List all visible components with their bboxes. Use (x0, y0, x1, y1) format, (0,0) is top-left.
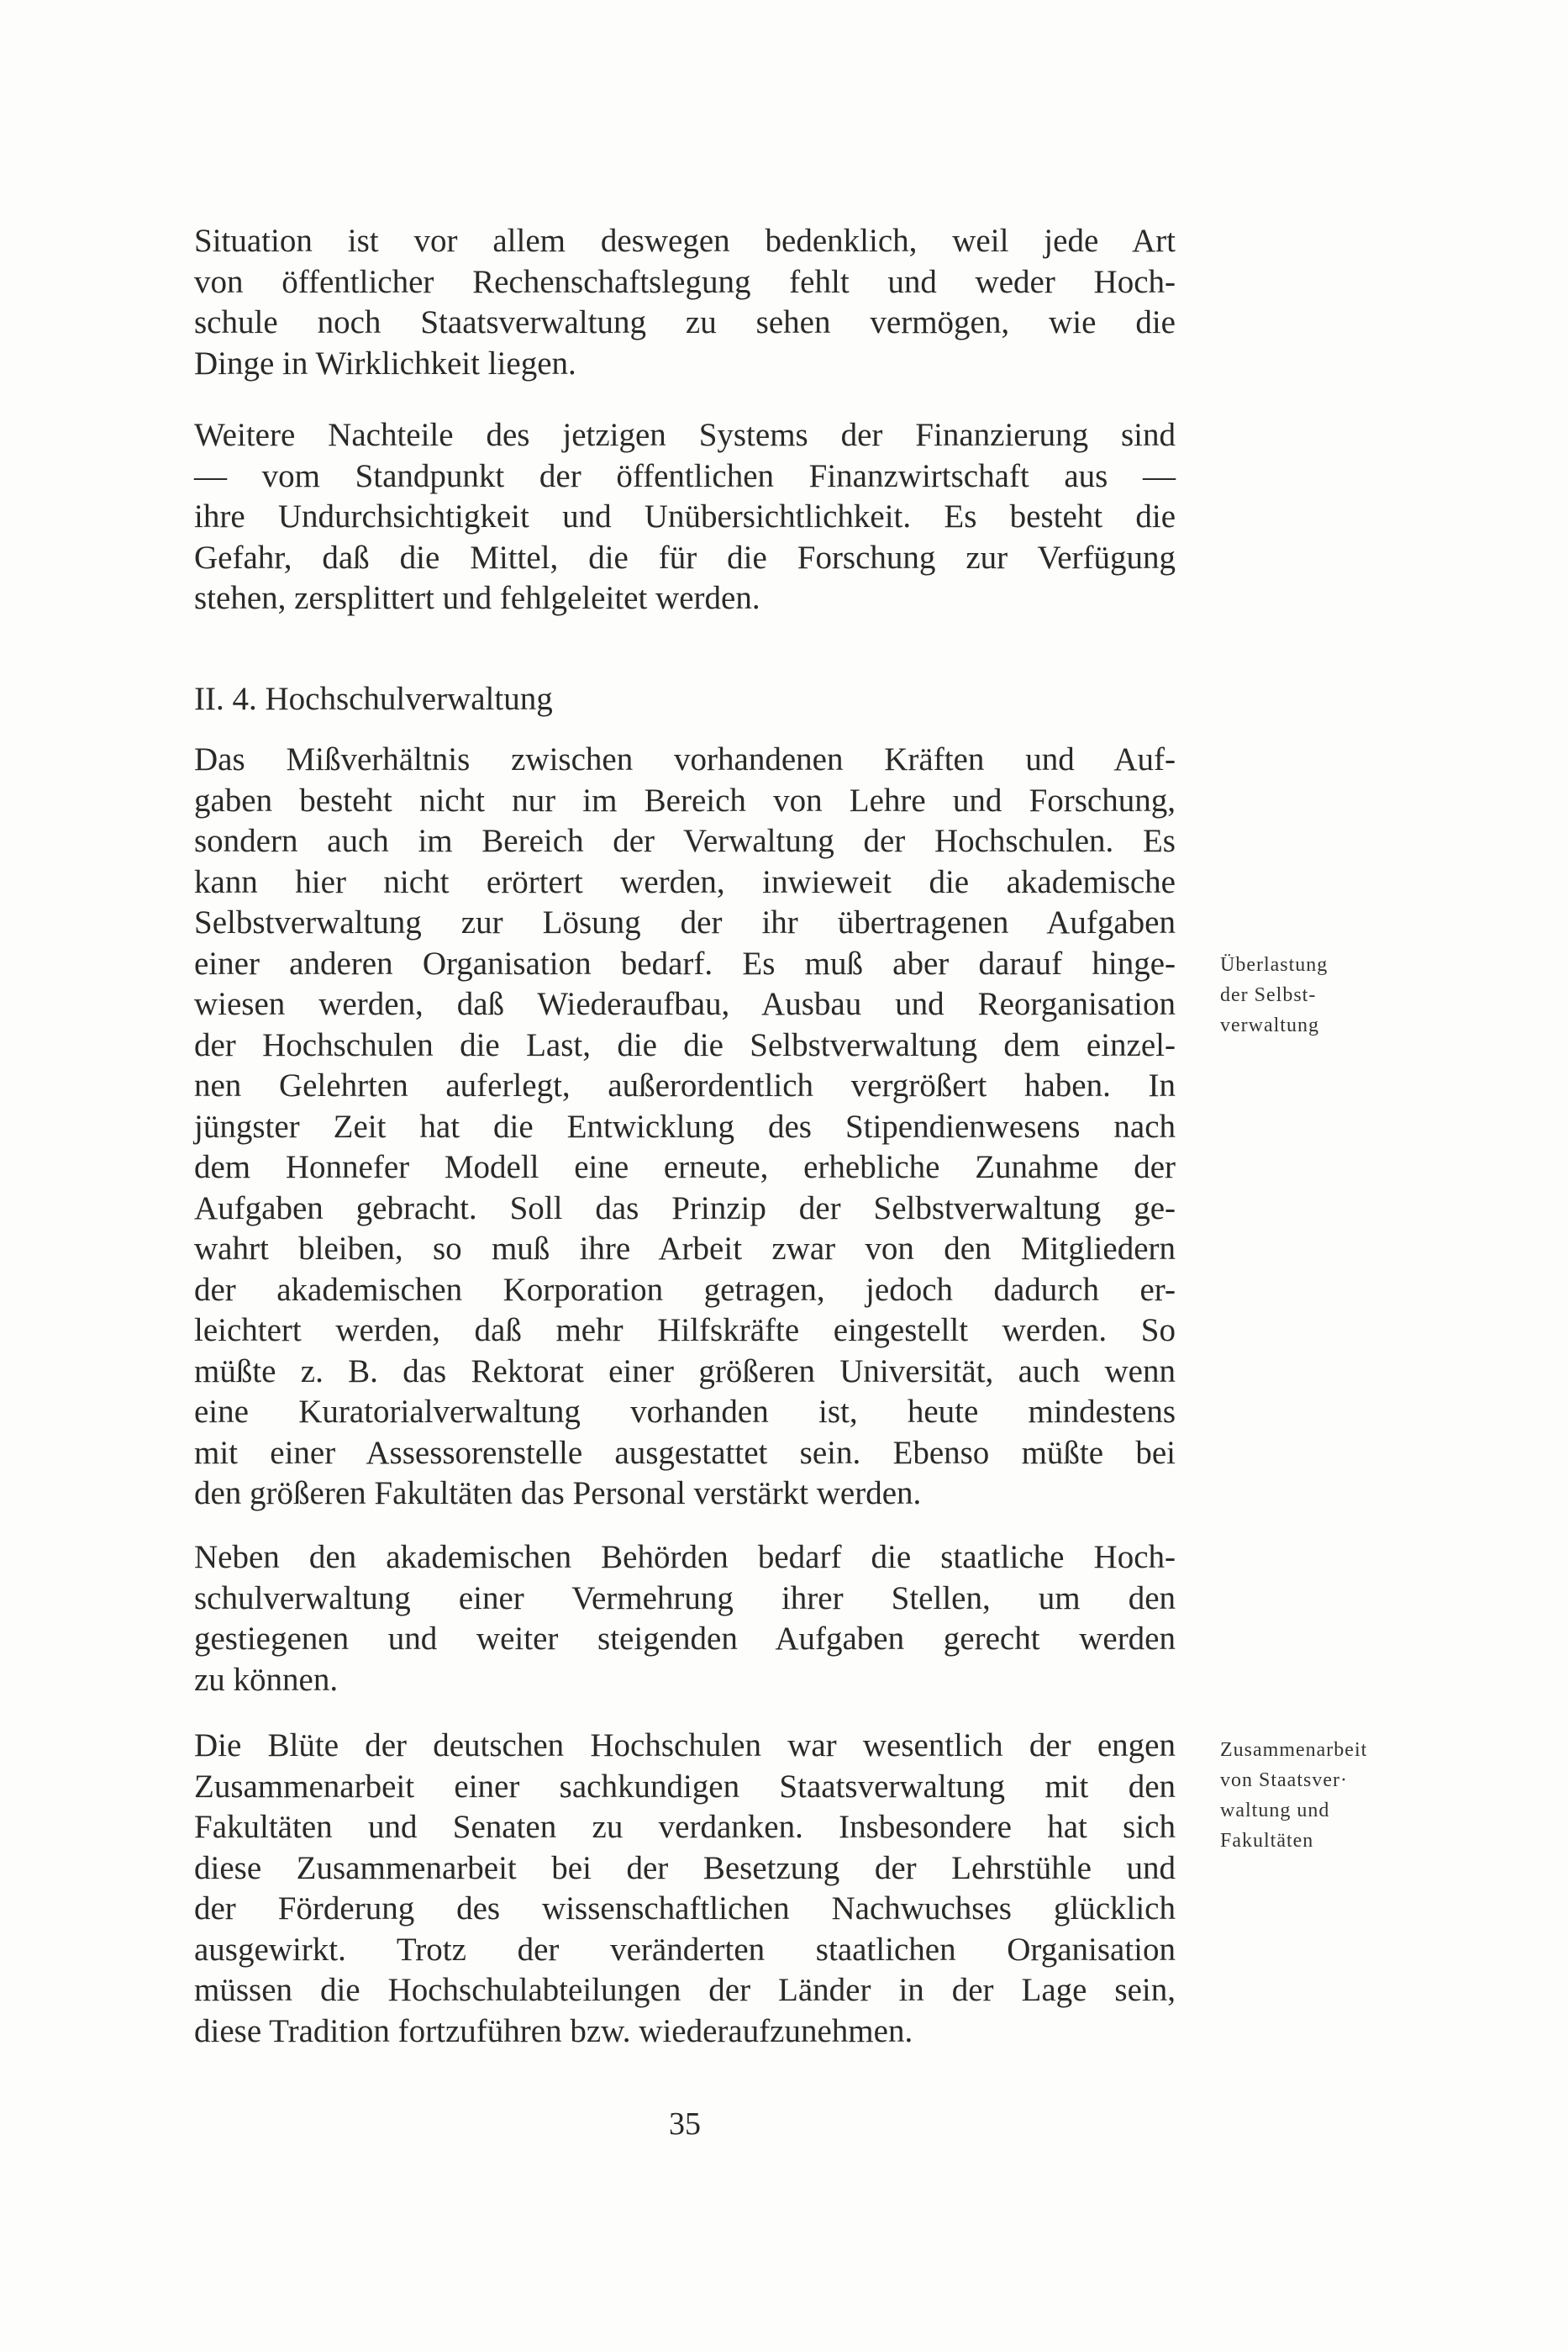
text-line: Situation ist vor allem deswegen bedenklich, weil jede Art (194, 223, 1176, 259)
paragraph-4 (194, 1537, 1176, 1700)
text-line: müssen die Hochschulabteilungen der Länder in der Lage sein, (194, 1972, 1176, 2008)
paragraph-1 (194, 221, 1176, 384)
text-line: den größeren Fakultäten das Personal verstärkt werden. (194, 1475, 922, 1511)
text-line: dem Honnefer Modell eine erneute, erhebliche Zunahme der (194, 1149, 1176, 1185)
text-line: gaben besteht nicht nur im Bereich von Lehre und Forschung, (194, 782, 1176, 819)
text-line: Gefahr, daß die Mittel, die für die Forschung zur Verfügung (194, 539, 1176, 576)
text-line: Neben den akademischen Behörden bedarf die staatliche Hoch- (194, 1539, 1176, 1575)
text-line: schule noch Staatsverwaltung zu sehen vermögen, wie die (194, 304, 1176, 340)
margin-note-line: Fakultäten (1220, 1830, 1314, 1852)
text-line: wiesen werden, daß Wiederaufbau, Ausbau und Reorganisation (194, 986, 1176, 1022)
margin-note-line: der Selbst- (1220, 984, 1317, 1006)
text-line: ihre Undurchsichtigkeit und Unübersichtlichkeit. Es besteht die (194, 498, 1176, 535)
text-line: wahrt bleiben, so muß ihre Arbeit zwar von den Mitgliedern (194, 1231, 1176, 1267)
text-line: eine Kuratorialverwaltung vorhanden ist, heute mindestens (194, 1394, 1176, 1430)
text-line: leichtert werden, daß mehr Hilfskräfte eingestellt werden. So (194, 1312, 1176, 1348)
margin-note-line: Überlastung (1220, 954, 1329, 976)
page-number: 35 (669, 2106, 701, 2142)
text-line: müßte z. B. das Rektorat einer größeren Universität, auch wenn (194, 1352, 1176, 1389)
margin-note-ueberlastung (1220, 950, 1328, 1041)
text-line: einer anderen Organisation bedarf. Es muß aber darauf hinge- (194, 945, 1176, 982)
text-line: der Förderung des wissenschaftlichen Nachwuchses glücklich (194, 1890, 1176, 1927)
text-line: sondern auch im Bereich der Verwaltung der Hochschulen. Es (194, 823, 1176, 859)
text-line: Die Blüte der deutschen Hochschulen war wesentlich der engen (194, 1727, 1176, 1763)
text-line: Das Mißverhältnis zwischen vorhandenen Kräften und Auf- (194, 741, 1176, 778)
text-line: Dinge in Wirklichkeit liegen. (194, 345, 576, 382)
text-line: mit einer Assessorenstelle ausgestattet sein. Ebenso müßte bei (194, 1434, 1176, 1471)
text-line: stehen, zersplittert und fehlgeleitet werden. (194, 580, 760, 616)
text-line: diese Tradition fortzuführen bzw. wiederaufzunehmen. (194, 2012, 913, 2049)
margin-note-line: Zusammenarbeit (1220, 1739, 1368, 1761)
section-heading: II. 4. Hochschulverwaltung (194, 681, 553, 717)
margin-note-line: verwaltung (1220, 1015, 1319, 1036)
text-line: zu können. (194, 1661, 339, 1698)
text-line: der Hochschulen die Last, die die Selbstverwaltung dem einzel- (194, 1026, 1176, 1063)
paragraph-2 (194, 415, 1176, 619)
text-line: kann hier nicht erörtert werden, inwieweit die akademische (194, 863, 1176, 900)
text-line: diese Zusammenarbeit bei der Besetzung der Lehrstühle und (194, 1849, 1176, 1886)
text-line: — vom Standpunkt der öffentlichen Finanzwirtschaft aus — (194, 457, 1176, 494)
text-line: gestiegenen und weiter steigenden Aufgaben gerecht werden (194, 1621, 1176, 1657)
text-line: ausgewirkt. Trotz der veränderten staatlichen Organisation (194, 1931, 1176, 1968)
paragraph-5 (194, 1726, 1176, 2052)
text-line: Weitere Nachteile des jetzigen Systems der Finanzierung sind (194, 417, 1176, 453)
text-line: Fakultäten und Senaten zu verdanken. Insbesondere hat sich (194, 1809, 1176, 1845)
text-line: Zusammenarbeit einer sachkundigen Staatsverwaltung mit den (194, 1768, 1176, 1805)
text-line: jüngster Zeit hat die Entwicklung des Stipendienwesens nach (194, 1108, 1176, 1145)
margin-note-zusammenarbeit (1220, 1735, 1367, 1856)
text-line: nen Gelehrten auferlegt, außerordentlich vergrößert haben. In (194, 1067, 1176, 1104)
text-line: Aufgaben gebracht. Soll das Prinzip der Selbstverwaltung ge- (194, 1189, 1176, 1226)
margin-note-line: von Staatsver· (1220, 1769, 1348, 1791)
text-line: Selbstverwaltung zur Lösung der ihr übertragenen Aufgaben (194, 904, 1176, 941)
text-line: schulverwaltung einer Vermehrung ihrer Stellen, um den (194, 1579, 1176, 1616)
margin-note-line: waltung und (1220, 1800, 1330, 1821)
text-line: von öffentlicher Rechenschaftslegung fehlt und weder Hoch- (194, 263, 1176, 300)
paragraph-3 (194, 740, 1176, 1515)
text-line: der akademischen Korporation getragen, jedoch dadurch er- (194, 1271, 1176, 1308)
